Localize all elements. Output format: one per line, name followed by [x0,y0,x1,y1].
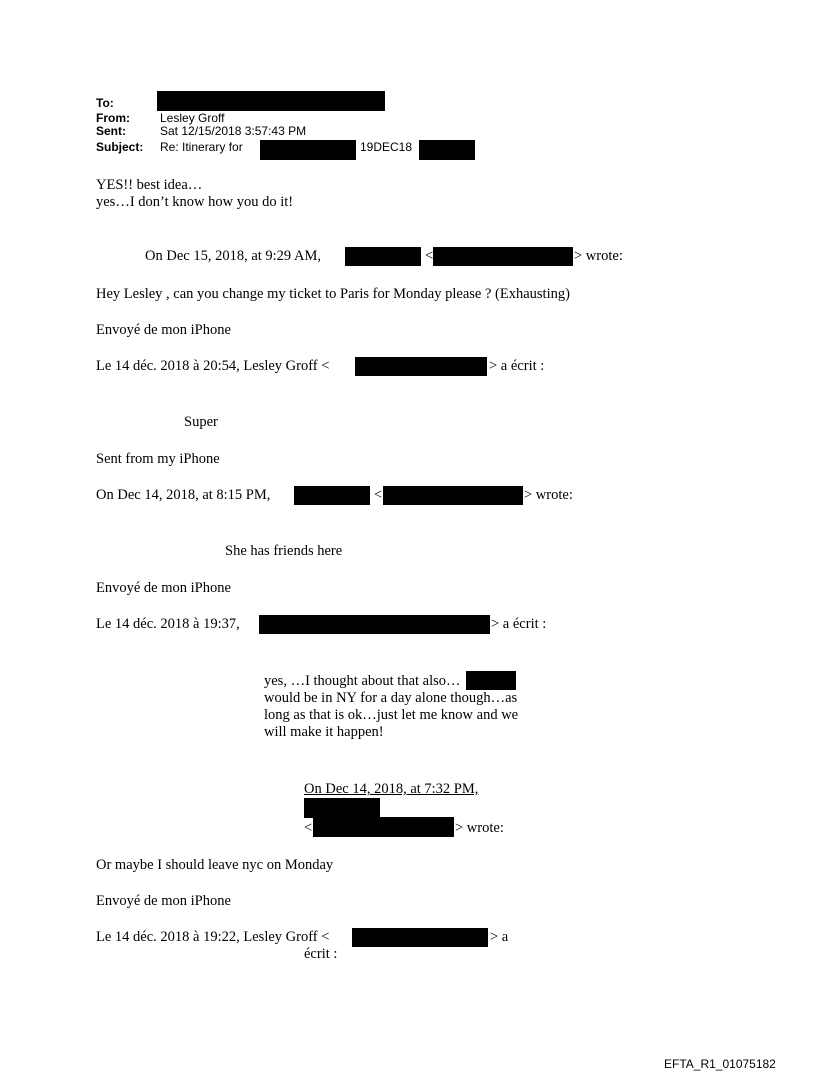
quote3-on: On Dec 14, 2018, at 8:15 PM, [96,487,271,503]
quote2-sig: Sent from my iPhone [96,451,220,467]
quote3-wrote: > wrote: [524,487,573,503]
redaction-to [157,91,385,111]
subject-suffix: 19DEC18 [360,140,413,154]
quote2-on: Le 14 déc. 2018 à 20:54, Lesley Groff < [96,358,330,374]
quote1-wrote: > wrote: [574,248,623,264]
quote2-wrote: > a écrit : [489,358,545,374]
redaction-q1-name [345,247,421,266]
redaction-q4-body [466,671,516,690]
quote1-sig: Envoyé de mon iPhone [96,322,231,338]
redaction-subject-name [260,140,356,160]
redaction-q5-name [304,798,380,818]
body-line-1: YES!! best idea… [96,177,203,193]
quote5-sig: Envoyé de mon iPhone [96,893,231,909]
to-label: To: [96,96,114,110]
quote1-lt: < [425,248,434,264]
quote3-sig: Envoyé de mon iPhone [96,580,231,596]
from-label: From: [96,111,130,125]
redaction-subject-end [419,140,475,160]
quote4-line-4: will make it happen! [264,724,384,740]
redaction-q2-email [355,357,487,376]
quote4-on: Le 14 déc. 2018 à 19:37, [96,616,240,632]
quote1-on: On Dec 15, 2018, at 9:29 AM, [145,248,321,264]
quote4-line-2: would be in NY for a day alone though…as [264,690,518,706]
redaction-q5-email [313,817,454,837]
quote6-on: Le 14 déc. 2018 à 19:22, Lesley Groff < [96,929,330,945]
body-line-2: yes…I don’t know how you do it! [96,194,294,210]
redaction-q1-email [433,247,573,266]
quote1-text: Hey Lesley , can you change my ticket to Paris for Monday please ? (Exhausting) [96,286,570,302]
quote4-wrote: > a écrit : [491,616,547,632]
redaction-q6-email [352,928,488,947]
redaction-q4-sender [259,615,490,634]
subject-label: Subject: [96,140,144,154]
sent-label: Sent: [96,124,126,138]
quote3-text: She has friends here [225,543,343,559]
quote3-lt: < [374,487,383,503]
quote5-text: Or maybe I should leave nyc on Monday [96,857,334,873]
quote5-lt: < [304,820,313,836]
quote6-ecrit: écrit : [304,946,338,962]
subject-prefix: Re: Itinerary for [160,140,243,154]
redaction-q3-email [383,486,523,505]
quote5-wrote: > wrote: [455,820,504,836]
quote6-a: > a [490,929,509,945]
quote2-text: Super [184,414,218,430]
from-value: Lesley Groff [160,111,225,125]
document-id: EFTA_R1_01075182 [664,1057,776,1071]
quote4-line-3: long as that is ok…just let me know and we [264,707,519,723]
redaction-q3-name [294,486,370,505]
quote5-on: On Dec 14, 2018, at 7:32 PM, [304,781,479,797]
quote4-line-1: yes, …I thought about that also… [264,673,461,689]
sent-value: Sat 12/15/2018 3:57:43 PM [160,124,307,138]
